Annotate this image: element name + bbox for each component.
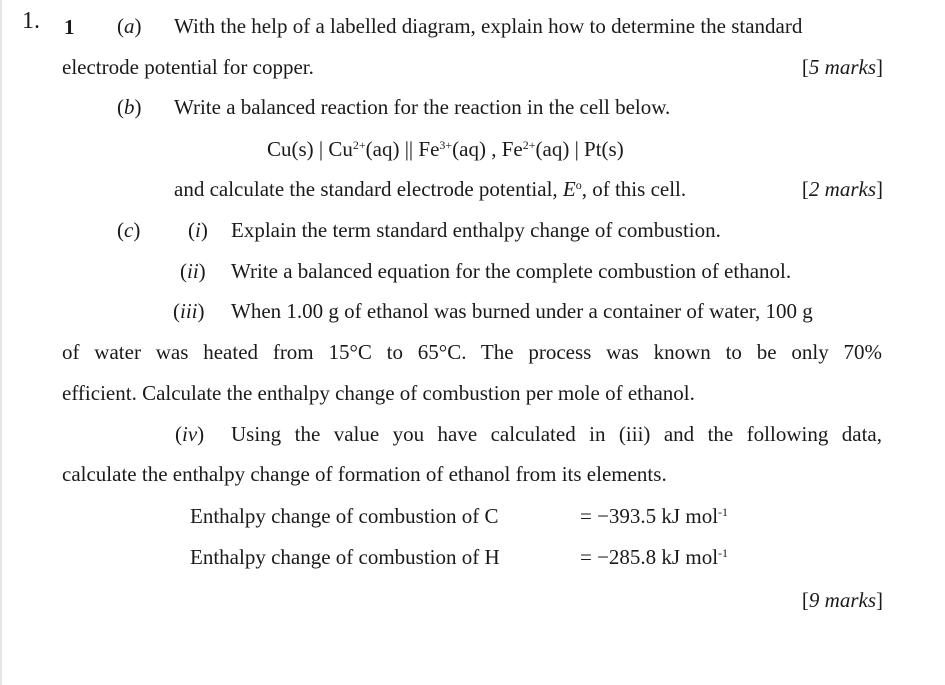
data-row-h-label: Enthalpy change of combustion of H: [190, 545, 500, 569]
part-a-marks: [5 marks]: [801, 55, 883, 79]
data-row-c-value: = −393.5 kJ mol$^{-1}$: [580, 504, 729, 528]
part-c-label: (c): [117, 218, 141, 242]
part-c-iii-text1: When 1.00 g of ethanol was burned under a container of water, 100 g: [231, 299, 813, 323]
part-c-iv-label: (iv): [175, 422, 205, 446]
part-b-line1: Write a balanced reaction for the reaction in the cell below.: [174, 95, 671, 119]
part-b-label: (b): [117, 95, 142, 119]
part-c-ii-text: Write a balanced equation for the complete combustion of ethanol.: [231, 259, 792, 283]
page-edge: [0, 0, 2, 685]
part-c-iii-text3: efficient. Calculate the enthalpy change of combustion per mole of ethanol.: [62, 381, 695, 405]
part-b-marks: [2 marks]: [801, 177, 883, 201]
part-a-line1: With the help of a labelled diagram, explain how to determine the standard: [174, 14, 803, 38]
question-number: 1.: [22, 8, 40, 34]
part-c-i-label: (i): [188, 218, 208, 242]
part-a-line2: electrode potential for copper.: [62, 55, 314, 79]
sub-question-number: 1: [64, 15, 75, 39]
part-c-iii-label: (iii): [173, 299, 205, 323]
part-c-iv-text1: Using the value you have calculated in (iii) and the following data,: [231, 422, 882, 446]
part-c-i-text: Explain the term standard enthalpy change of combustion.: [231, 218, 721, 242]
part-c-marks: [9 marks]: [801, 588, 883, 612]
data-row-c-label: Enthalpy change of combustion of C: [190, 504, 499, 528]
part-c-iii-text2: of water was heated from 15°C to 65°C. The process was known to be only 70%: [62, 340, 882, 364]
part-b-line3: and calculate the standard electrode potential, $E^o$, of this cell.: [174, 177, 687, 201]
part-c-ii-label: (ii): [180, 259, 206, 283]
cell-notation: Cu(s) | $Cu^{2+}(aq)$ || $Fe^{3+}(aq)$ , $Fe^{2+}(aq)$ | Pt(s): [267, 137, 624, 161]
data-row-h-value: = −285.8 kJ mol$^{-1}$: [580, 545, 729, 569]
part-a-label: (a): [117, 14, 142, 38]
part-c-iv-text2: calculate the enthalpy change of formation of ethanol from its elements.: [62, 462, 667, 486]
